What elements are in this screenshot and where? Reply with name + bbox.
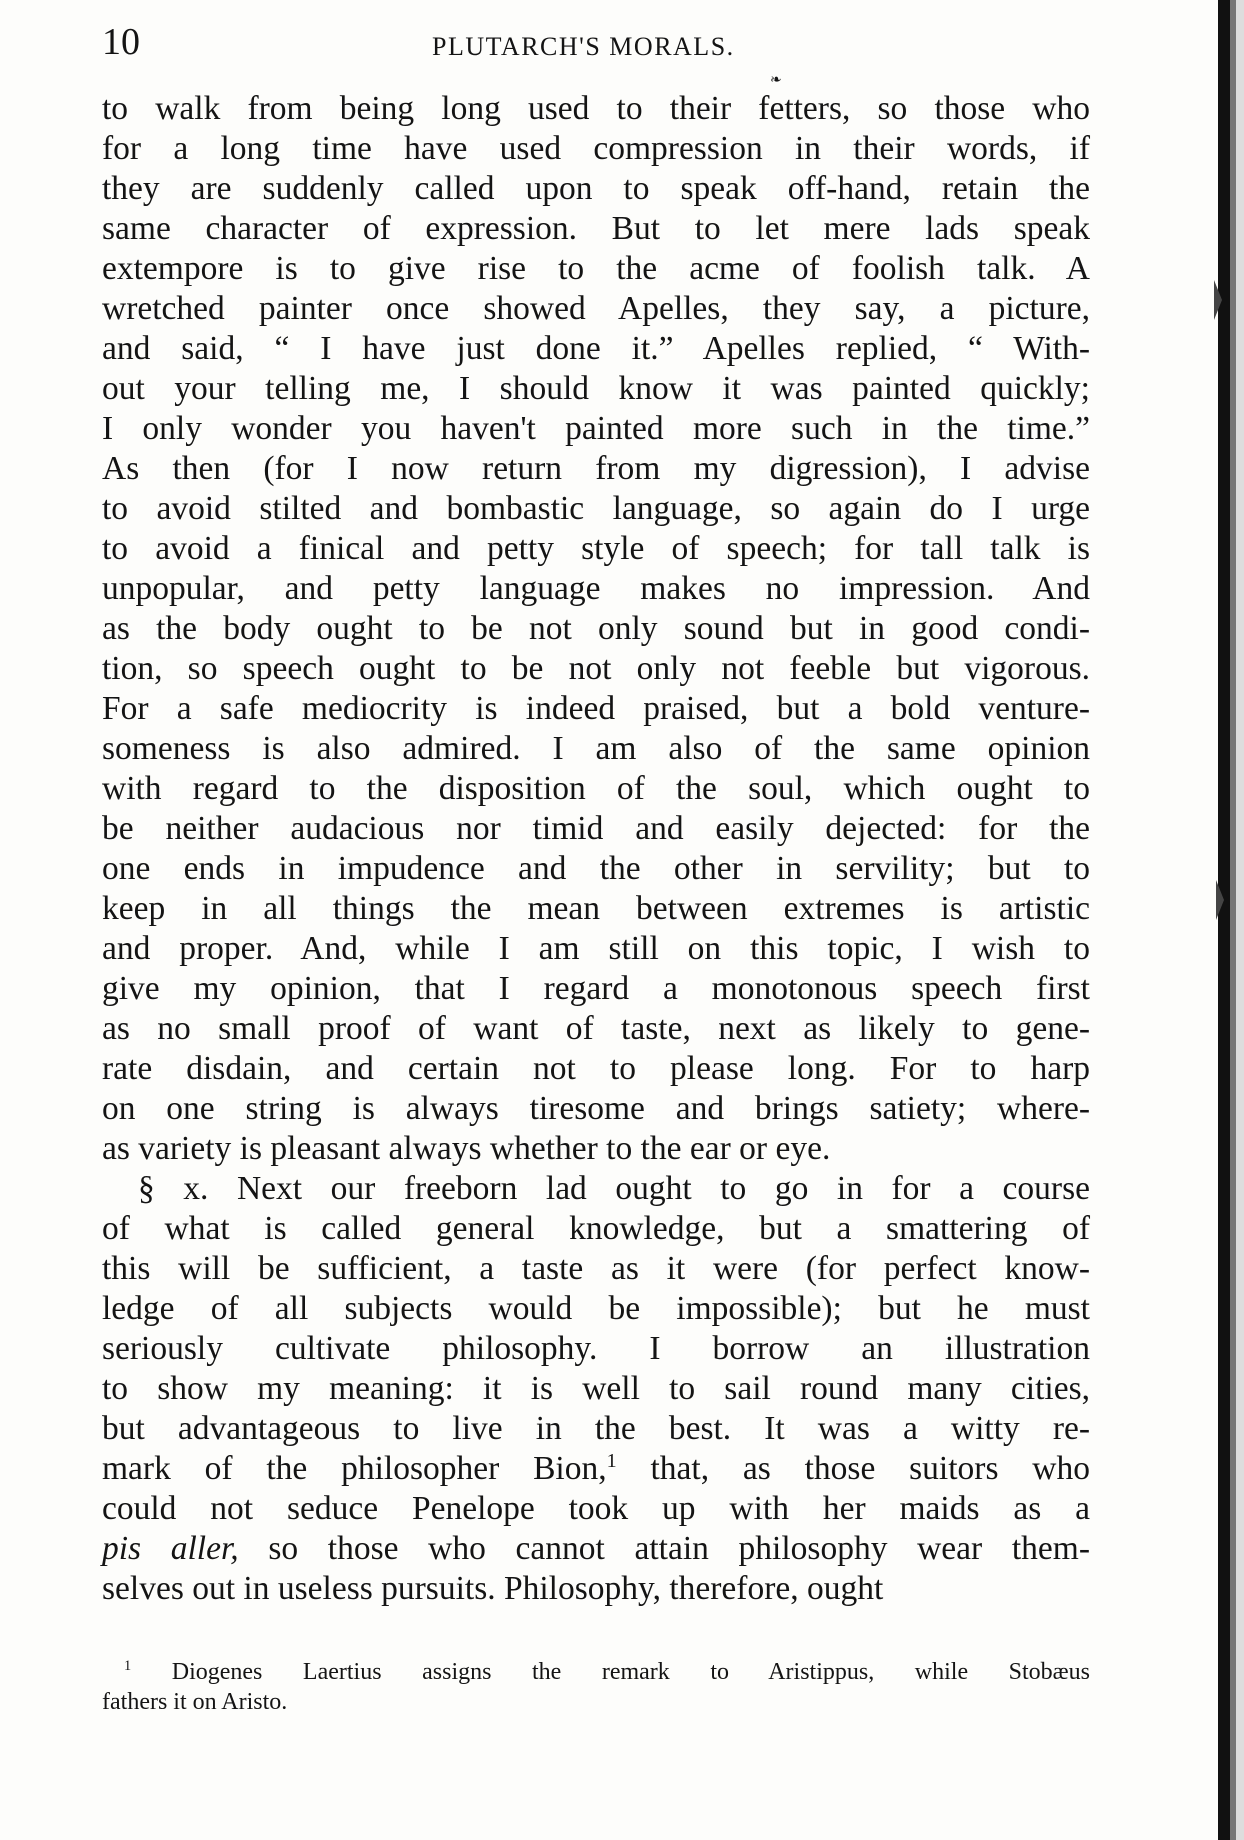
text-line: for a long time have used compression in their words, if — [102, 130, 1090, 167]
text-line: out your telling me, I should know it was painted quickly; — [102, 370, 1090, 407]
text-line: as no small proof of want of taste, next as likely to gene- — [102, 1010, 1090, 1047]
footnote-text: Diogenes Laertius assigns the remark to Aristippus, while Stobæus — [171, 1659, 1090, 1685]
text-line: same character of expression. But to let mere lads speak — [102, 210, 1090, 247]
text-line: as variety is pleasant always whether to the ear or eye. — [102, 1130, 831, 1167]
text-segment: that, as those suitors who — [650, 1450, 1090, 1487]
text-line: keep in all things the mean between extremes is artistic — [102, 890, 1090, 927]
text-segment: mark of the philosopher Bion, — [102, 1450, 607, 1487]
text-line: rate disdain, and certain not to please long. For to harp — [102, 1050, 1090, 1087]
text-line: to avoid stilted and bombastic language, so again do I urge — [102, 490, 1090, 527]
text-line: with regard to the disposition of the soul, which ought to — [102, 770, 1090, 807]
footnote-line — [102, 1657, 1090, 1687]
body-text — [102, 89, 1090, 1609]
footnote — [102, 1657, 1090, 1717]
page-header — [102, 20, 1102, 88]
text-line-with-italic — [102, 1529, 1090, 1569]
book-binding-edge — [1192, 0, 1244, 1840]
text-segment: so those who cannot attain philosophy wear them- — [238, 1530, 1090, 1567]
text-line: seriously cultivate philosophy. I borrow an illustration — [102, 1330, 1090, 1367]
footnote-marker: 1 — [124, 1658, 132, 1674]
text-line: and proper. And, while I am still on this topic, I wish to — [102, 930, 1090, 967]
italic-phrase: pis aller, — [102, 1530, 239, 1567]
text-line: could not seduce Penelope took up with her maids as a — [102, 1490, 1090, 1527]
text-line: but advantageous to live in the best. It was a witty re- — [102, 1410, 1090, 1447]
text-line: For a safe mediocrity is indeed praised, but a bold venture- — [102, 690, 1090, 727]
text-line: one ends in impudence and the other in servility; but to — [102, 850, 1090, 887]
text-line: this will be sufficient, a taste as it were (for perfect know- — [102, 1250, 1090, 1287]
text-line: as the body ought to be not only sound but in good condi- — [102, 610, 1090, 647]
text-line: I only wonder you haven't painted more such in the time.” — [102, 410, 1090, 447]
text-line: wretched painter once showed Apelles, they say, a picture, — [102, 290, 1090, 327]
text-line: of what is called general knowledge, but a smattering of — [102, 1210, 1090, 1247]
text-line-with-footnote-ref — [102, 1449, 1090, 1489]
running-title: PLUTARCH'S MORALS. — [432, 32, 735, 61]
footnote-line: fathers it on Aristo. — [102, 1689, 288, 1715]
text-line: someness is also admired. I am also of the same opinion — [102, 730, 1090, 767]
section-start-line: § x. Next our freeborn lad ought to go in for a course — [138, 1170, 1090, 1207]
text-line: unpopular, and petty language makes no impression. And — [102, 570, 1090, 607]
text-line: on one string is always tiresome and brings satiety; where- — [102, 1090, 1090, 1127]
text-line: and said, “ I have just done it.” Apelles replied, “ With- — [102, 330, 1090, 367]
header-ornament: ❧ — [770, 73, 782, 88]
text-line: selves out in useless pursuits. Philosophy, therefore, ought — [102, 1570, 884, 1607]
footnote-reference[interactable]: 1 — [606, 1449, 617, 1472]
text-line: tion, so speech ought to be not only not feeble but vigorous. — [102, 650, 1090, 687]
text-line: give my opinion, that I regard a monotonous speech first — [102, 970, 1090, 1007]
text-line: extempore is to give rise to the acme of foolish talk. A — [102, 250, 1090, 287]
text-line: ledge of all subjects would be impossible); but he must — [102, 1290, 1090, 1327]
text-line: to avoid a finical and petty style of speech; for tall talk is — [102, 530, 1090, 567]
text-line: to show my meaning: it is well to sail round many cities, — [102, 1370, 1090, 1407]
page-number: 10 — [102, 21, 140, 63]
text-line: be neither audacious nor timid and easily dejected: for the — [102, 810, 1090, 847]
text-line: they are suddenly called upon to speak off-hand, retain the — [102, 170, 1090, 207]
text-line: to walk from being long used to their fetters, so those who — [102, 90, 1090, 127]
text-line: As then (for I now return from my digression), I advise — [102, 450, 1090, 487]
